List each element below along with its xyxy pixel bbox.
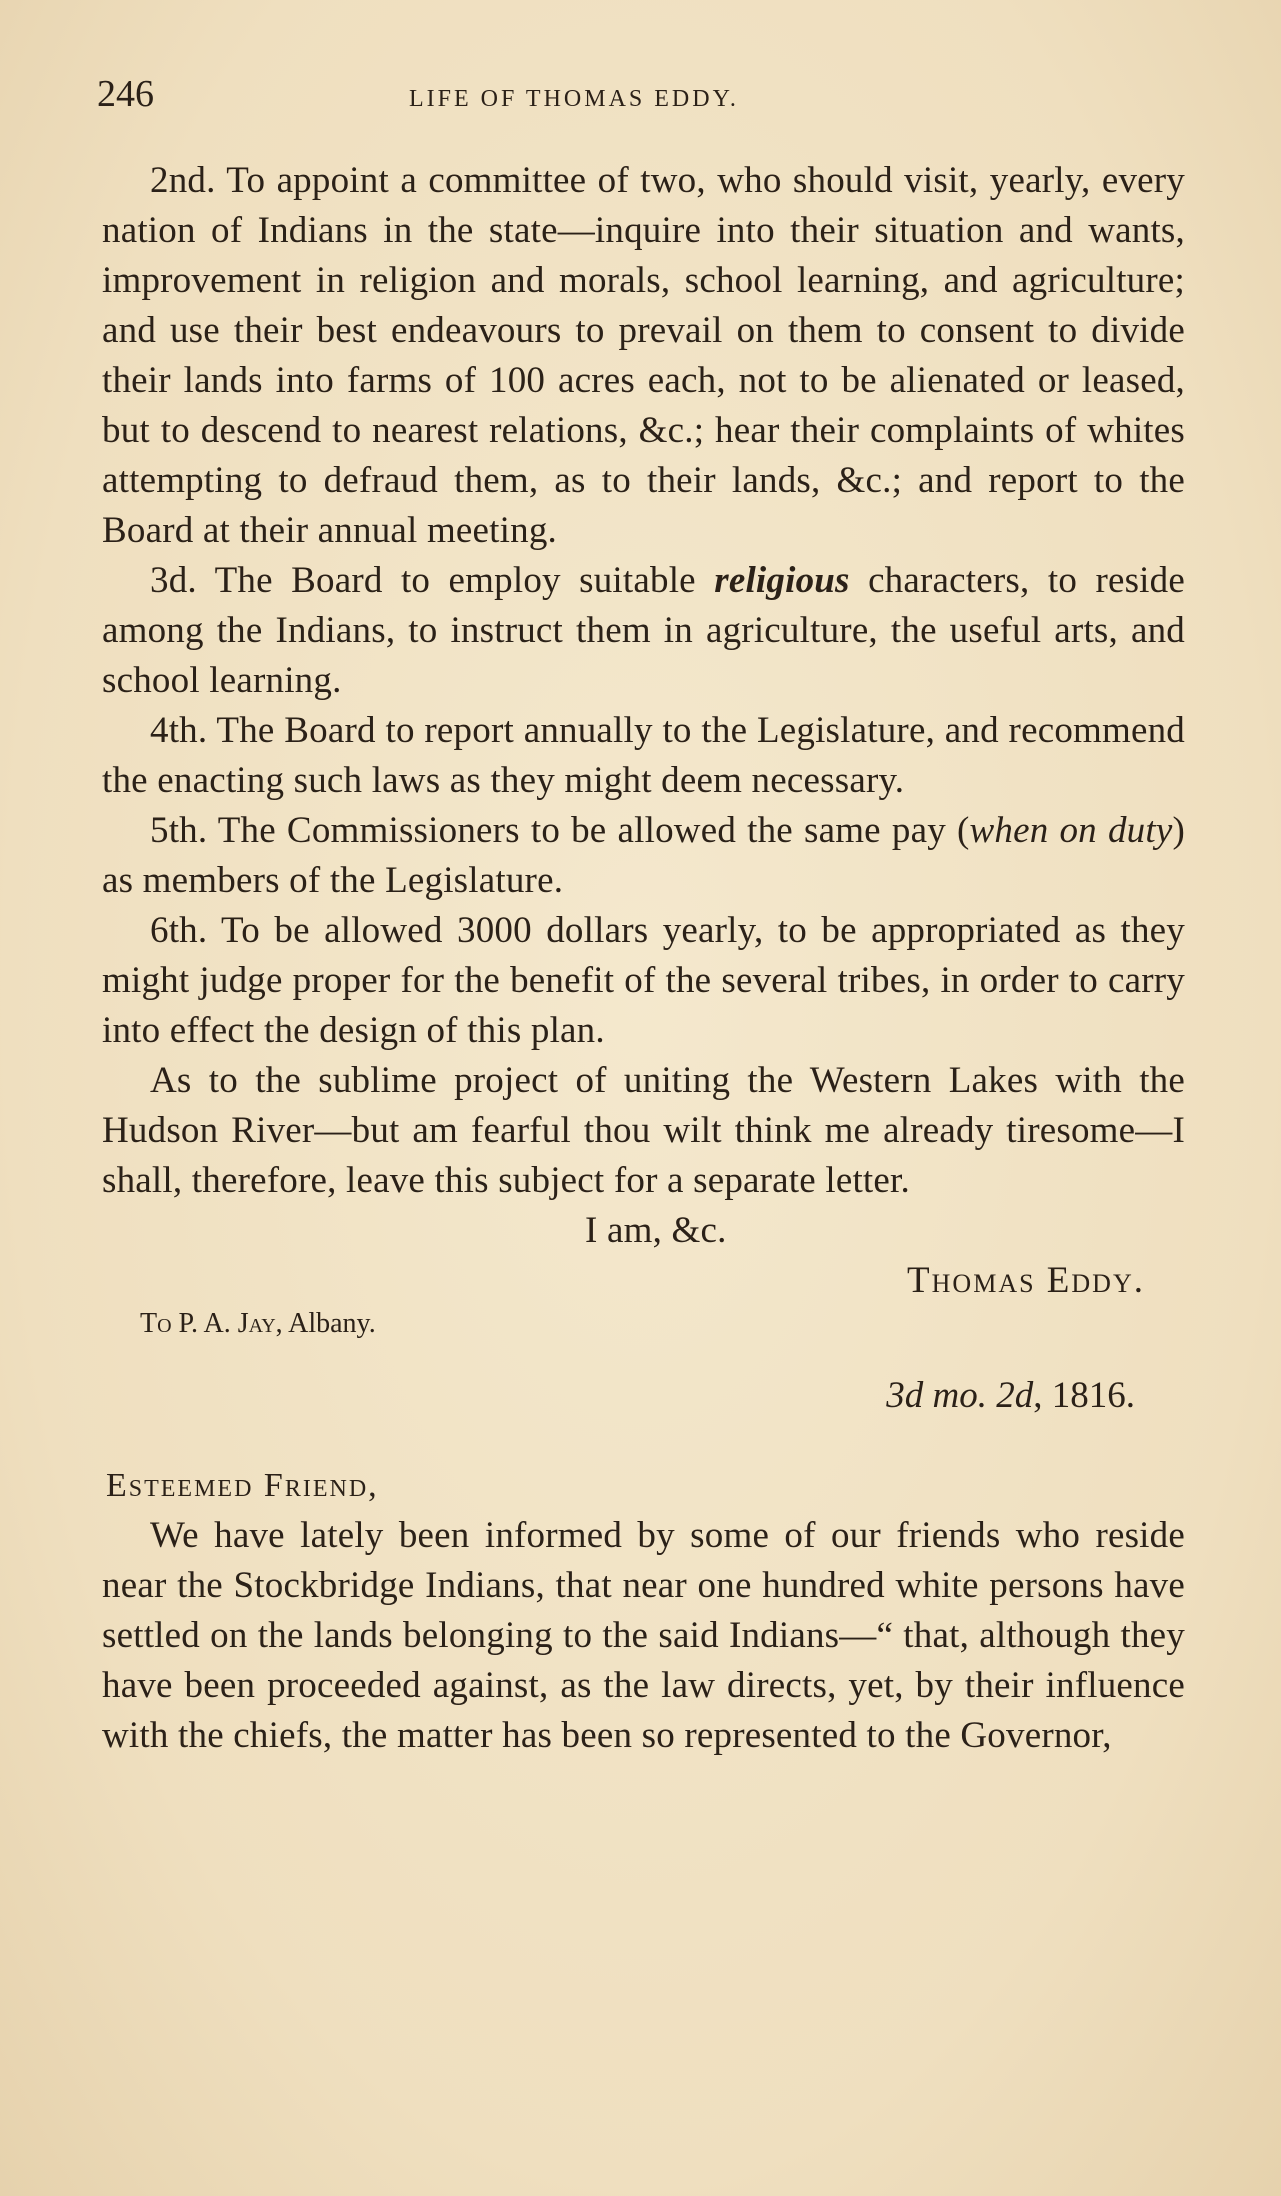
letter-body: We have lately been informed by some of our friends who reside near the Stockbridge Indians, that near one hundred white persons have settled on the lands belonging to the said Indians—“ that, although they have been proceeded against, as the law directs, yet, by their influence with the chiefs, the matter has been so represented to the Governor, — [102, 1515, 1185, 1756]
paragraph-second-item: 2nd. To appoint a committee of two, who should visit, yearly, every nation of Indians in the state—inquire into their situation and wants, improvement in religion and morals, school learning, and agriculture; and use their best endeavours to prevail on them to consent to divide their lands into farms of 100 acres each, not to be alienated or leased, but to descend to nearest relations, &c.; hear their complaints of whites attempting to defraud them, as to their lands, &c.; and report to the Board at their annual meeting. — [102, 160, 1185, 551]
addressee — [140, 1304, 1185, 1344]
paragraph-fifth-item — [102, 806, 1185, 906]
date-day-month: 3d mo. 2d — [886, 1375, 1034, 1416]
paragraph-fourth-item: 4th. The Board to report annually to the Legislature, and recommend the enacting such laws as they might deem necessary. — [102, 710, 1185, 801]
closing-line: I am, &c. — [585, 1210, 727, 1251]
date-year: , 1816. — [1033, 1375, 1135, 1416]
italic-religious: religious — [714, 560, 850, 601]
paragraph-canal-project: As to the sublime project of uniting the Western Lakes with the Hudson River—but am fearful thou wilt think me already tiresome—I shall, therefore, leave this subject for a separate letter. — [102, 1060, 1185, 1201]
addressee-name: P. A. Jay — [178, 1308, 276, 1339]
letter-date — [102, 1368, 1185, 1424]
text-run: 3d. The Board to employ suitable — [150, 560, 715, 601]
addressee-place: , Albany. — [275, 1308, 376, 1339]
addressee-to: To — [140, 1308, 172, 1339]
salutation: Esteemed Friend, — [106, 1467, 379, 1504]
text-run: 5th. The Commissioners to be allowed the same pay ( — [150, 810, 970, 851]
paragraph-third-item — [102, 556, 1185, 706]
italic-when-on-duty: when on duty — [969, 810, 1173, 851]
page-number: 246 — [97, 73, 154, 115]
paragraph-sixth-item: 6th. To be allowed 3000 dollars yearly, to be appropriated as they might judge proper for the benefit of the several tribes, in order to carry into effect the design of this plan. — [102, 910, 1185, 1051]
running-head: LIFE OF THOMAS EDDY. — [409, 86, 739, 112]
text-run: characters, to reside among the Indians, to instruct them in agriculture, the useful arts, and school learning. — [102, 560, 1185, 701]
signature: Thomas Eddy. — [907, 1260, 1145, 1301]
page-header — [97, 72, 1197, 132]
page-body — [102, 156, 1185, 1761]
text-run: ) as members of the Legislature. — [102, 810, 1185, 901]
